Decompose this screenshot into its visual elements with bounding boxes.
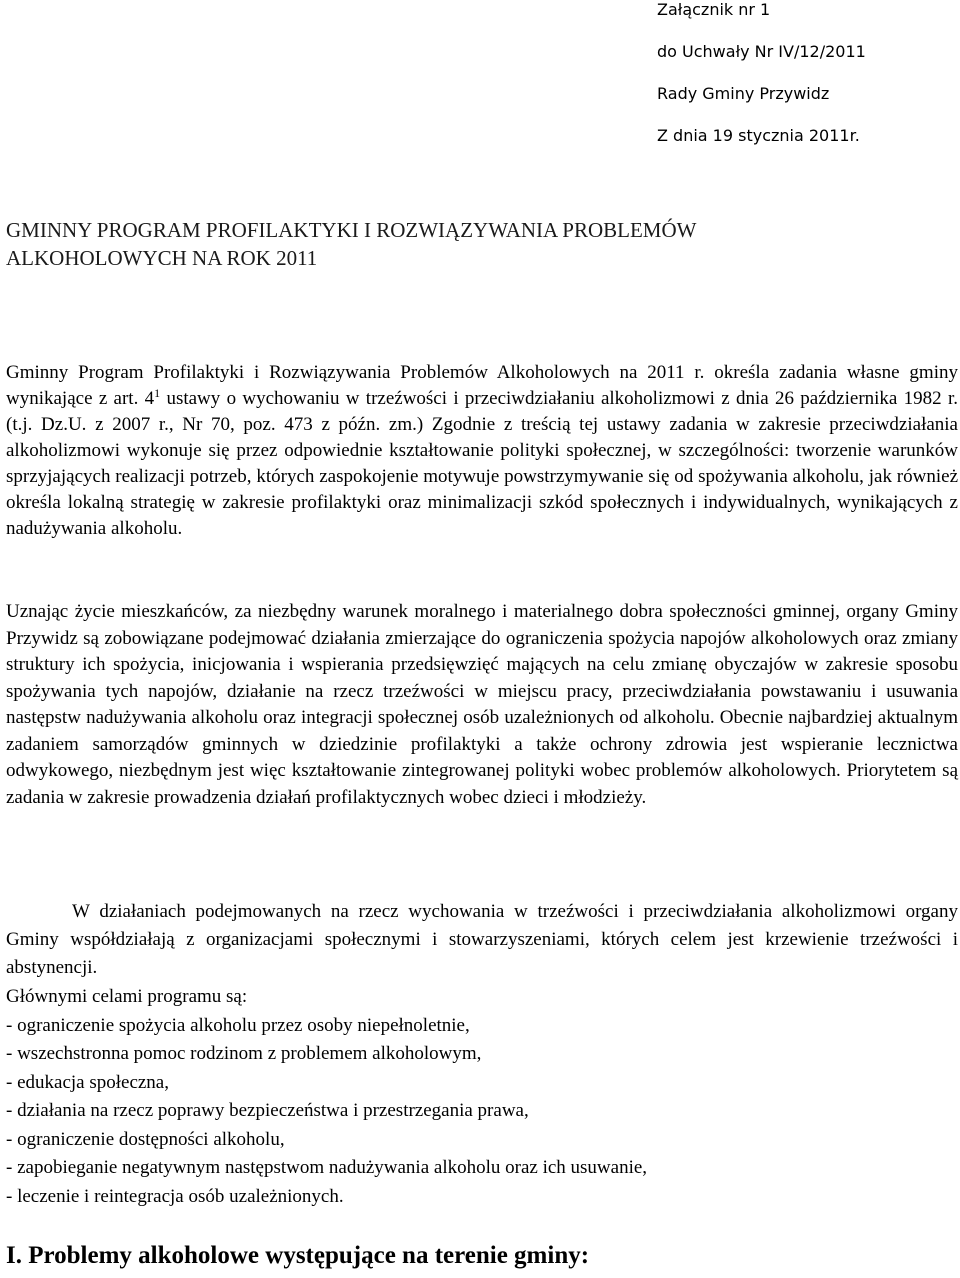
resolution-date: Z dnia 19 stycznia 2011r. [657,126,860,145]
list-item: - ograniczenie dostępności alkoholu, [6,1128,285,1150]
list-item: - ograniczenie spożycia alkoholu przez osoby niepełnoletnie, [6,1014,470,1036]
paragraph-cooperation [6,898,958,982]
resolution-number: do Uchwały Nr IV/12/2011 [657,42,866,61]
paragraph-legal-basis [6,360,958,542]
council-name: Rady Gminy Przywidz [657,84,830,103]
paragraph-obligations: Uznając życie mieszkańców, za niezbędny warunek moralnego i materialnego dobra społeczności gminnej, organy Gminy Przywidz są zobowiązane podejmować działania zmierzające do ograniczenia spożycia napojów alkoholowych oraz zmiany struktury ich spożycia, inicjowania i wspierania przedsięwzięć mających na celu zmianę obyczajów w zakresie sposobu spożywania tych napojów, działanie na rzecz trzeźwości w miejscu pracy, przeciwdziałania powstawaniu i usuwania następstw nadużywania alkoholu oraz integracji społecznej osób uzależnionych od alkoholu. Obecnie najbardziej aktualnym zadaniem samorządów gminnych w dziedzinie profilaktyki a także ochrony zdrowia jest wspieranie lecznictwa odwykowego, niezbędnym jest więc kształtowanie zintegrowanej polityki wobec problemów alkoholowych. Priorytetem są zadania w zakresie prowadzenia działań profilaktycznych wobec dzieci i młodzieży. [6,601,958,808]
section-heading: I. Problemy alkoholowe występujące na terenie gminy: [6,1242,590,1269]
attachment-number: Załącznik nr 1 [657,0,771,19]
list-item: - wszechstronna pomoc rodzinom z problemem alkoholowym, [6,1043,482,1064]
program-goals [6,983,958,1211]
goals-heading: Głównymi celami programu są: [6,986,248,1007]
document-title [6,216,906,272]
title-line-2: ALKOHOLOWYCH NA ROK 2011 [6,246,318,270]
superscript: 1 [154,386,161,400]
list-item: - zapobieganie negatywnym następstwom nadużywania alkoholu oraz ich usuwanie, [6,1157,648,1178]
paragraph-3-text: W działaniach podejmowanych na rzecz wychowania w trzeźwości i przeciwdziałania alkoholizmowi organy Gminy współdziałają z organizacjami społecznymi i stowarzyszeniami, których celem jest krzewienie trzeźwości i abstynencji. [6,901,958,978]
list-item: - leczenie i reintegracja osób uzależnionych. [6,1185,344,1207]
paragraph-1-start: Gminny Program Profilaktyki i Rozwiązywania Problemów Alkoholowych na 2011 r. określa zadania własne gminy wynikające z art. 4 [6,362,958,409]
paragraph-1-end: ustawy o wychowaniu w trzeźwości i przeciwdziałaniu alkoholizmowi z dnia 26 października 1982 r. (t.j. Dz.U. z 2007 r., Nr 70, poz. 473 z późn. zm.) Zgodnie z treścią tej ustawy zadania w zakresie przeciwdziałania alkoholizmowi wykonuje się przez odpowiednie kształtowanie polityki społecznej, w szczególności: tworzenie warunków sprzyjających realizacji potrzeb, których zaspokojenie motywuje powstrzymywanie się od spożywania alkoholu, jak również określa lokalną strategię w zakresie profilaktyki oraz minimalizacji szkód społecznych i indywidualnych, wynikających z nadużywania alkoholu. [6,388,958,539]
title-line-1: GMINNY PROGRAM PROFILAKTYKI I ROZWIĄZYWANIA PROBLEMÓW [6,218,697,242]
list-item: - edukacja społeczna, [6,1071,169,1093]
list-item: - działania na rzecz poprawy bezpieczeństwa i przestrzegania prawa, [6,1100,529,1121]
